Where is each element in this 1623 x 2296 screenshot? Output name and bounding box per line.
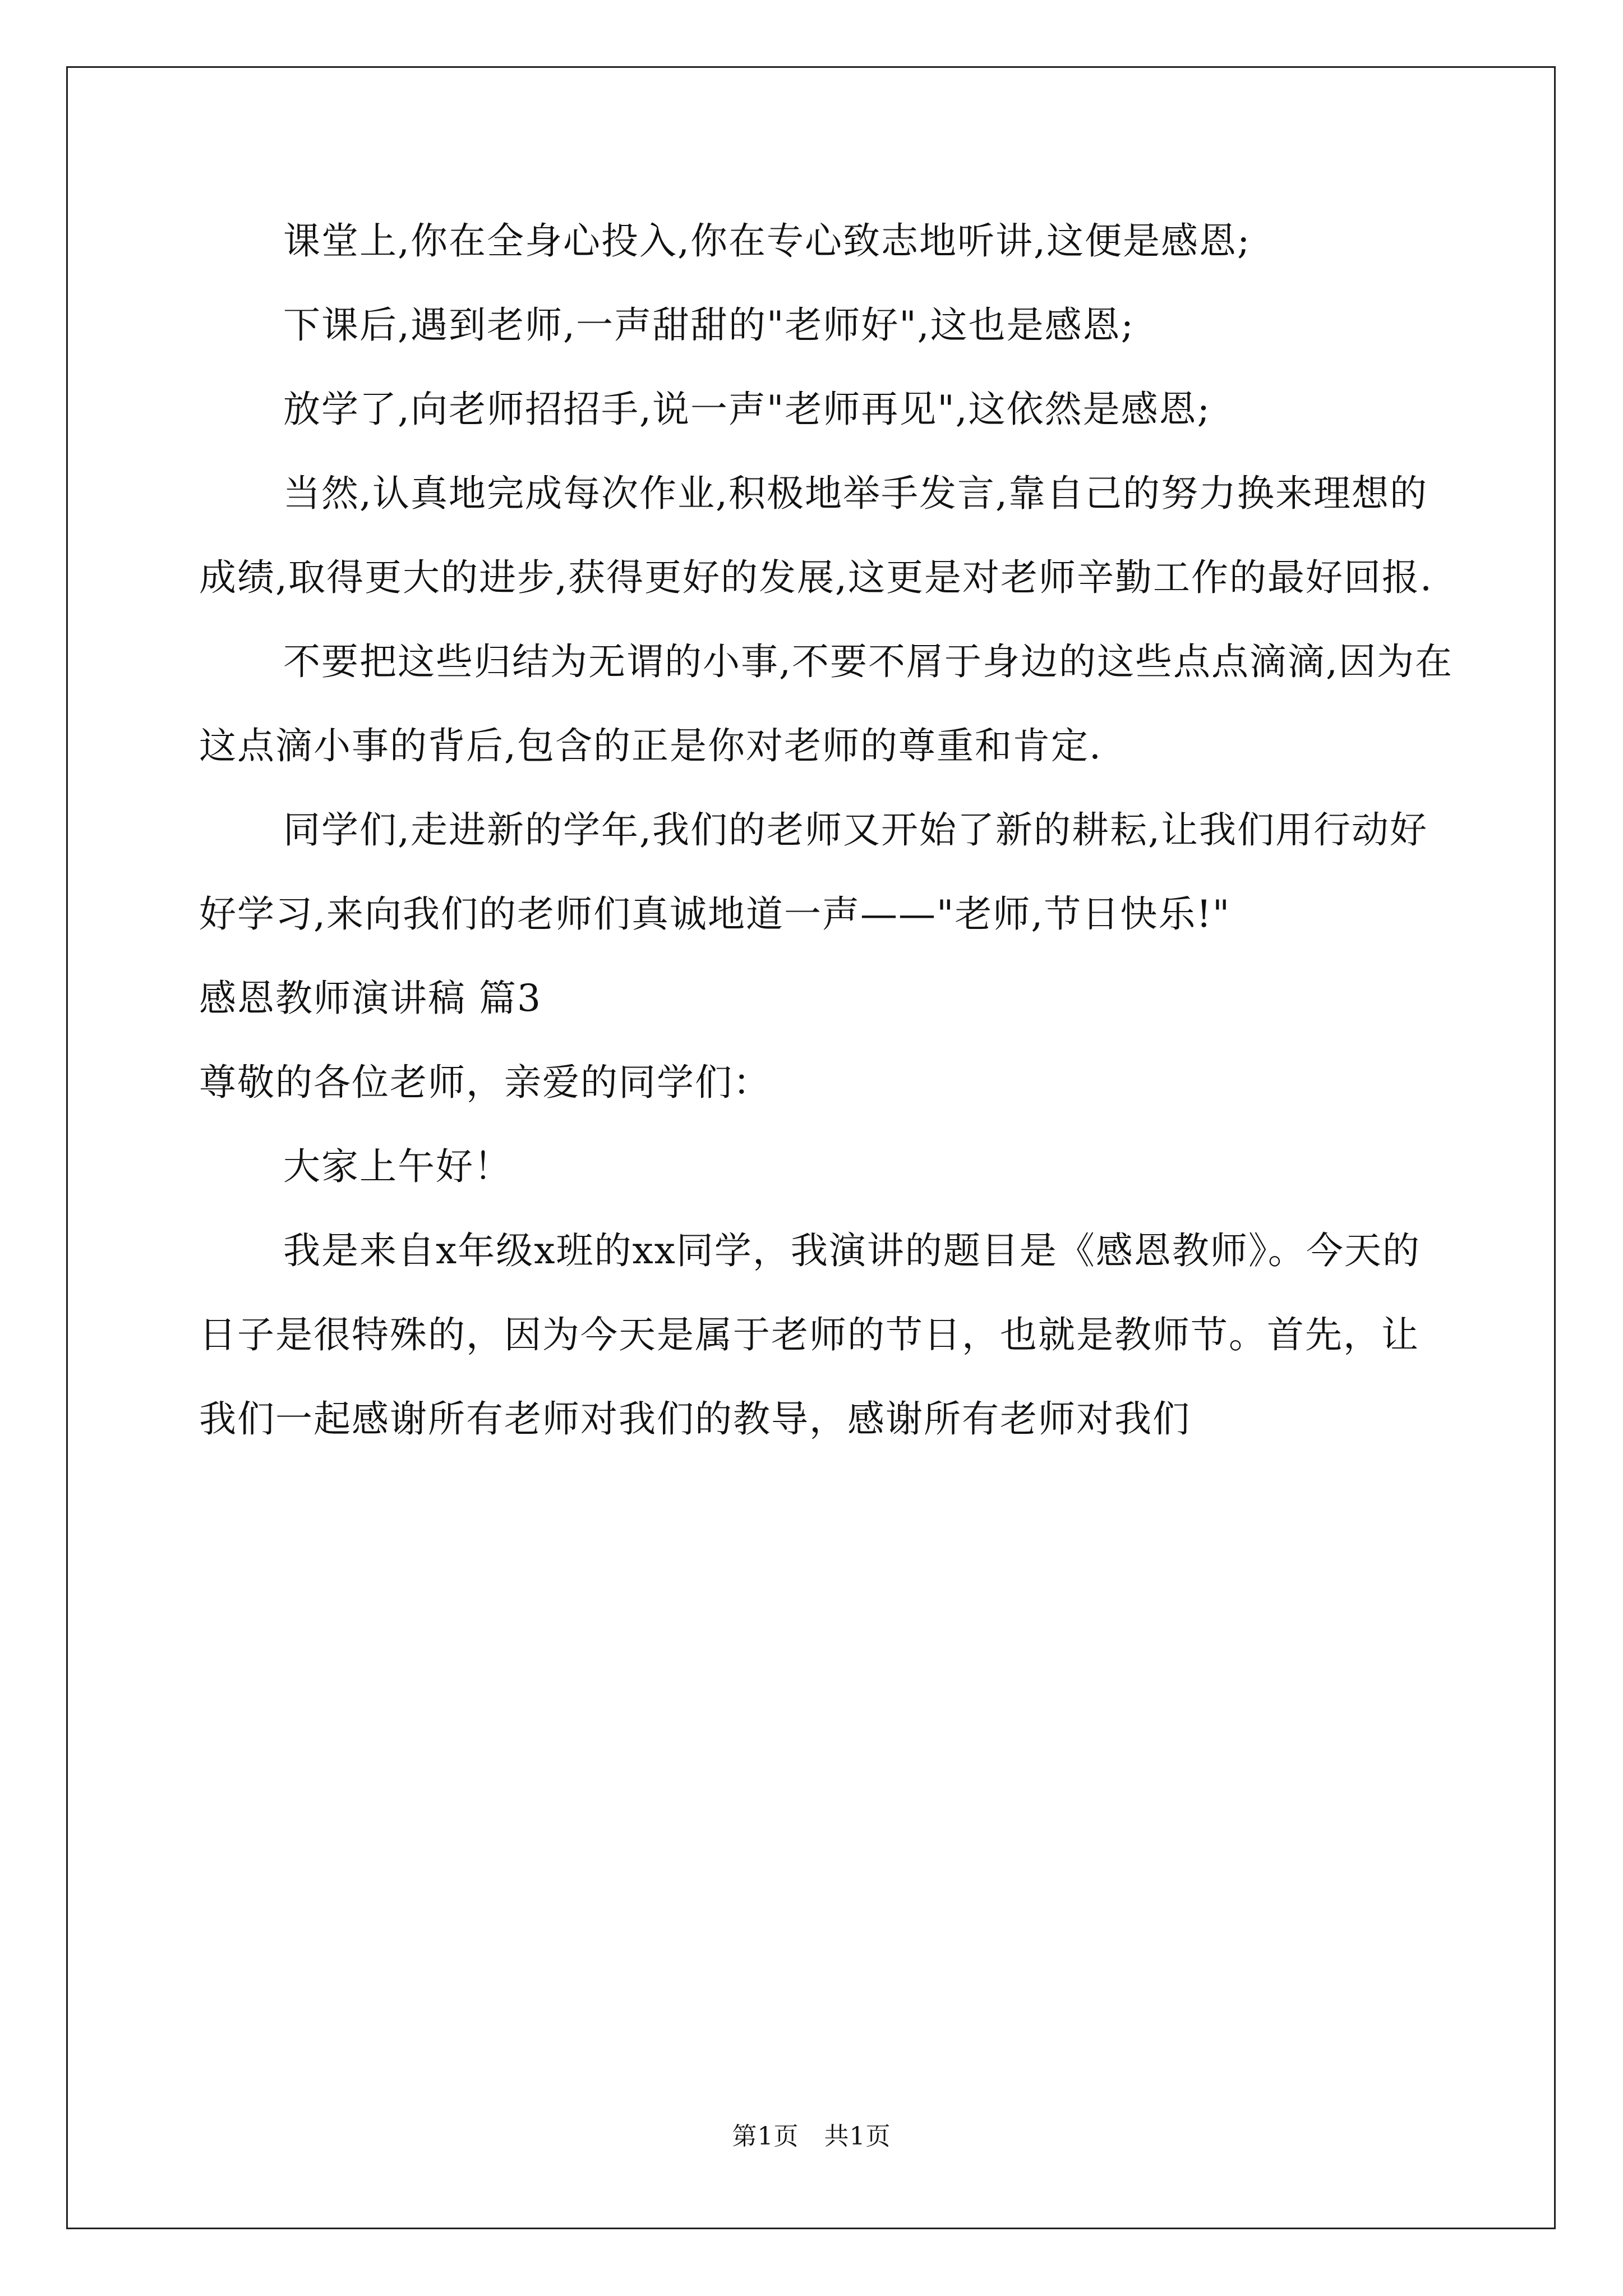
paragraph: 课堂上,你在全身心投入,你在专心致志地听讲,这便是感恩; bbox=[283, 219, 1251, 263]
section-heading: 感恩教师演讲稿 篇3 bbox=[199, 977, 542, 1020]
page-footer: 第1页 共1页 bbox=[732, 2122, 891, 2151]
salutation: 尊敬的各位老师，亲爱的同学们： bbox=[199, 1061, 771, 1104]
paragraph: 我是来自x年级x班的xx同学，我演讲的题目是《感恩教师》。今天的日子是很特殊的，因为今天是属于老师的节日，也就是教师节。首先，让我们一起感谢所有老师对我们的教导，感谢所有老师对我们 bbox=[199, 1229, 1421, 1441]
paragraph: 放学了,向老师招招手,说一声"老师再见",这依然是感恩; bbox=[283, 388, 1211, 431]
paragraph: 不要把这些归结为无谓的小事,不要不屑于身边的这些点点滴滴,因为在这点滴小事的背后,包含的正是你对老师的尊重和肯定. bbox=[199, 640, 1453, 767]
paragraph: 下课后,遇到老师,一声甜甜的"老师好",这也是感恩; bbox=[283, 303, 1135, 347]
paragraph: 当然,认真地完成每次作业,积极地举手发言,靠自己的努力换来理想的成绩,取得更大的进步,获得更好的发展,这更是对老师辛勤工作的最好回报. bbox=[199, 472, 1433, 599]
document-body bbox=[199, 199, 1455, 1461]
paragraph: 大家上午好！ bbox=[283, 1145, 512, 1188]
paragraph: 同学们,走进新的学年,我们的老师又开始了新的耕耘,让我们用行动好好学习,来向我们的老师们真诚地道一声——"老师,节日快乐!" bbox=[199, 808, 1428, 936]
